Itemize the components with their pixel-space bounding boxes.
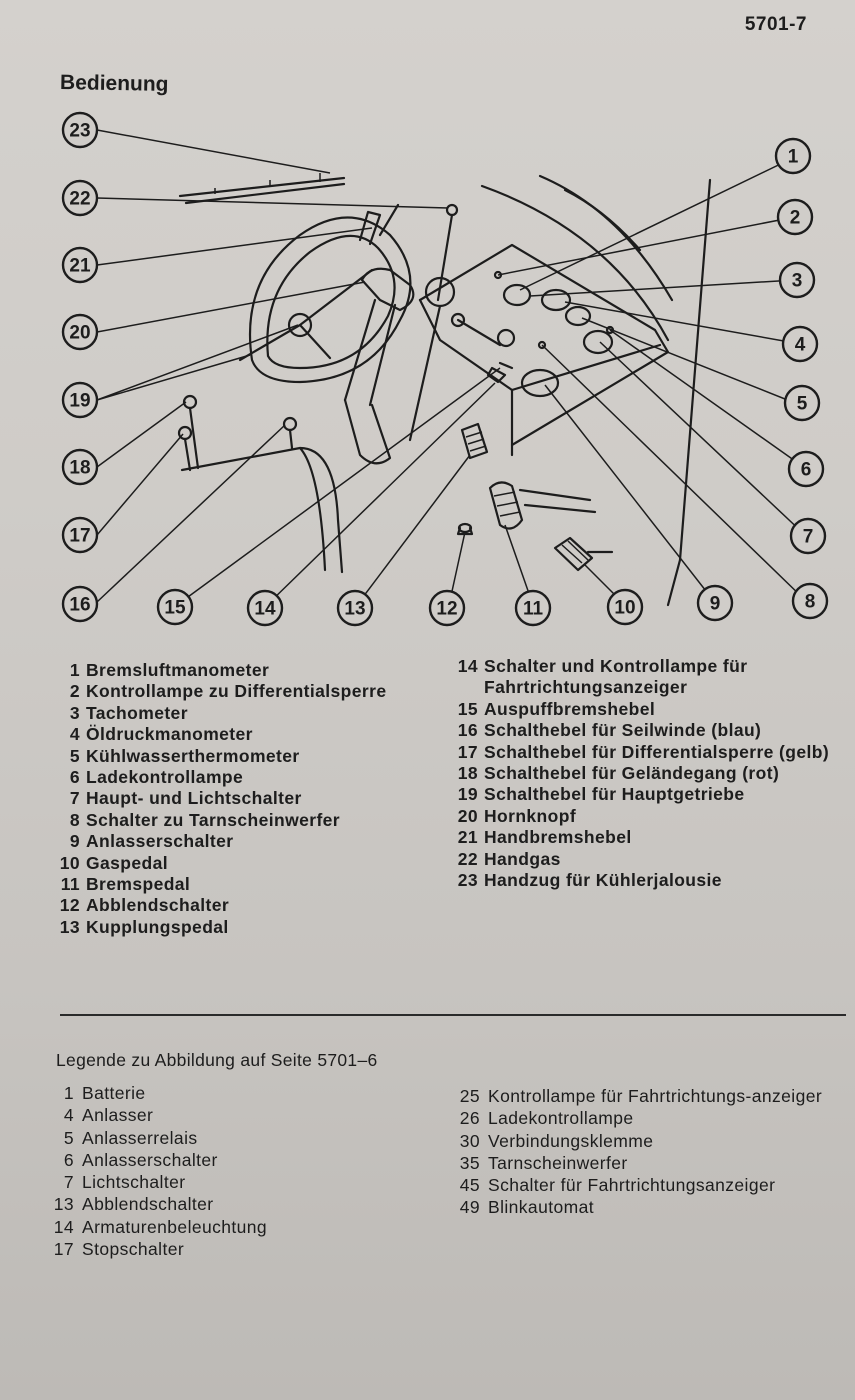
legend2-title: Legende zu Abbildung auf Seite 5701–6: [56, 1050, 378, 1070]
legend2-item: 26 Ladekontrollampe: [459, 1108, 634, 1129]
legend-item: 2 Kontrollampe zu Differentialsperre: [69, 681, 387, 702]
callout-20: [63, 315, 97, 349]
svg-text:23: 23: [69, 120, 91, 142]
svg-text:10: 10: [614, 597, 636, 619]
callout-14: [248, 591, 282, 625]
callout-6: [789, 452, 823, 486]
legend2-right: [458, 1085, 844, 1219]
svg-text:7: 7: [802, 526, 814, 548]
legend2-item: 49 Blinkautomat: [459, 1197, 594, 1218]
section-divider: [60, 1014, 846, 1016]
callout-10: [608, 590, 642, 624]
legend-item: 5 Kühlwasserthermometer: [69, 745, 300, 766]
page-number: 5701-7: [744, 14, 807, 35]
legend-item: 21 Handbremshebel: [457, 827, 632, 848]
callout-7: [791, 519, 825, 553]
svg-text:14: 14: [254, 598, 276, 620]
legend-item: 10 Gaspedal: [59, 852, 168, 873]
legend2-item: 35 Tarnscheinwerfer: [459, 1152, 628, 1173]
svg-text:9: 9: [709, 593, 721, 615]
legend-item: 8 Schalter zu Tarnscheinwerfer: [69, 809, 341, 830]
legend-item: 6 Ladekontrollampe: [69, 767, 244, 788]
legend-item: 19 Schalthebel für Hauptgetriebe: [457, 784, 745, 805]
legend-item: 22 Handgas: [457, 848, 561, 869]
svg-text:2: 2: [789, 207, 801, 229]
legend-item: 3 Tachometer: [69, 702, 188, 723]
legend-item: 13 Kupplungspedal: [59, 916, 229, 937]
legend2-left: [52, 1082, 267, 1260]
callout-5: [785, 386, 819, 420]
svg-text:1: 1: [787, 146, 799, 168]
svg-text:20: 20: [69, 322, 91, 344]
cab-controls-diagram: [0, 100, 855, 640]
callout-19: [63, 383, 97, 417]
legend2-item: 13 Abblendschalter: [53, 1194, 214, 1215]
callout-18: [63, 450, 97, 484]
callout-12: [430, 591, 464, 625]
svg-text:11: 11: [522, 598, 544, 620]
legend-item: 12 Abblendschalter: [59, 895, 230, 916]
svg-text:17: 17: [69, 525, 91, 547]
leader-lines: [97, 130, 805, 605]
svg-text:13: 13: [344, 598, 366, 620]
callout-21: [63, 248, 97, 282]
legend2-item: 25 Kontrollampe für Fahrtrichtungs-anzeiger: [459, 1086, 823, 1106]
svg-text:21: 21: [69, 255, 91, 277]
legend2-item: 30 Verbindungsklemme: [459, 1130, 654, 1151]
legend2-item: 6 Anlasserschalter: [63, 1149, 218, 1170]
legend-item: 16 Schalthebel für Seilwinde (blau): [457, 720, 762, 741]
legend2-item: 4 Anlasser: [63, 1105, 154, 1126]
legend-item: 9 Anlasserschalter: [69, 831, 234, 852]
svg-text:4: 4: [794, 334, 806, 356]
legend-item: 1 Bremsluftmanometer: [69, 660, 270, 680]
legend-item: 11 Bremspedal: [60, 874, 191, 895]
legend-item: 14 Schalter und Kontrollampe für Fahrtrichtungsanzeiger: [457, 656, 748, 698]
legend2-item: 5 Anlasserrelais: [63, 1127, 198, 1148]
svg-text:12: 12: [436, 598, 458, 620]
callout-22: [63, 181, 97, 215]
callout-1: [776, 139, 810, 173]
legend2-item: 14 Armaturenbeleuchtung: [53, 1216, 268, 1237]
callout-16: [63, 587, 97, 621]
legend-left: [50, 660, 386, 938]
legend2-item: 45 Schalter für Fahrtrichtungsanzeiger: [459, 1175, 776, 1196]
legend2-item: 7 Lichtschalter: [63, 1172, 186, 1193]
legend2-item: 17 Stopschalter: [53, 1239, 185, 1260]
legend-item: 23 Handzug für Kühlerjalousie: [457, 870, 722, 891]
svg-text:6: 6: [800, 459, 812, 481]
svg-text:3: 3: [791, 270, 803, 292]
callout-23: [63, 113, 97, 147]
svg-text:19: 19: [69, 390, 91, 412]
callout-8: [793, 584, 827, 618]
section-title: Bedienung: [59, 71, 169, 96]
legend-item: 18 Schalthebel für Geländegang (rot): [457, 763, 780, 784]
callout-13: [338, 591, 372, 625]
svg-text:5: 5: [796, 393, 808, 415]
legend-item: 4 Öldruckmanometer: [69, 724, 253, 745]
callout-9: [698, 586, 732, 620]
callout-4: [783, 327, 817, 361]
callout-15: [158, 590, 192, 624]
legend-item: 7 Haupt- und Lichtschalter: [69, 788, 302, 809]
svg-text:16: 16: [69, 594, 91, 616]
legend2-item: 1 Batterie: [63, 1083, 146, 1103]
drawing-lines: [179, 173, 710, 605]
svg-text:15: 15: [164, 597, 186, 619]
svg-text:22: 22: [69, 188, 91, 210]
callout-circles: [63, 113, 827, 625]
legend-right: [448, 656, 834, 891]
legend-item: 20 Hornknopf: [457, 805, 577, 826]
svg-text:18: 18: [69, 457, 91, 479]
callout-17: [63, 518, 97, 552]
callout-11: [516, 591, 550, 625]
legend-item: 15 Auspuffbremshebel: [457, 698, 656, 719]
callout-2: [778, 200, 812, 234]
svg-text:8: 8: [804, 591, 816, 613]
callout-3: [780, 263, 814, 297]
legend-item: 17 Schalthebel für Differentialsperre (gelb): [457, 741, 830, 762]
